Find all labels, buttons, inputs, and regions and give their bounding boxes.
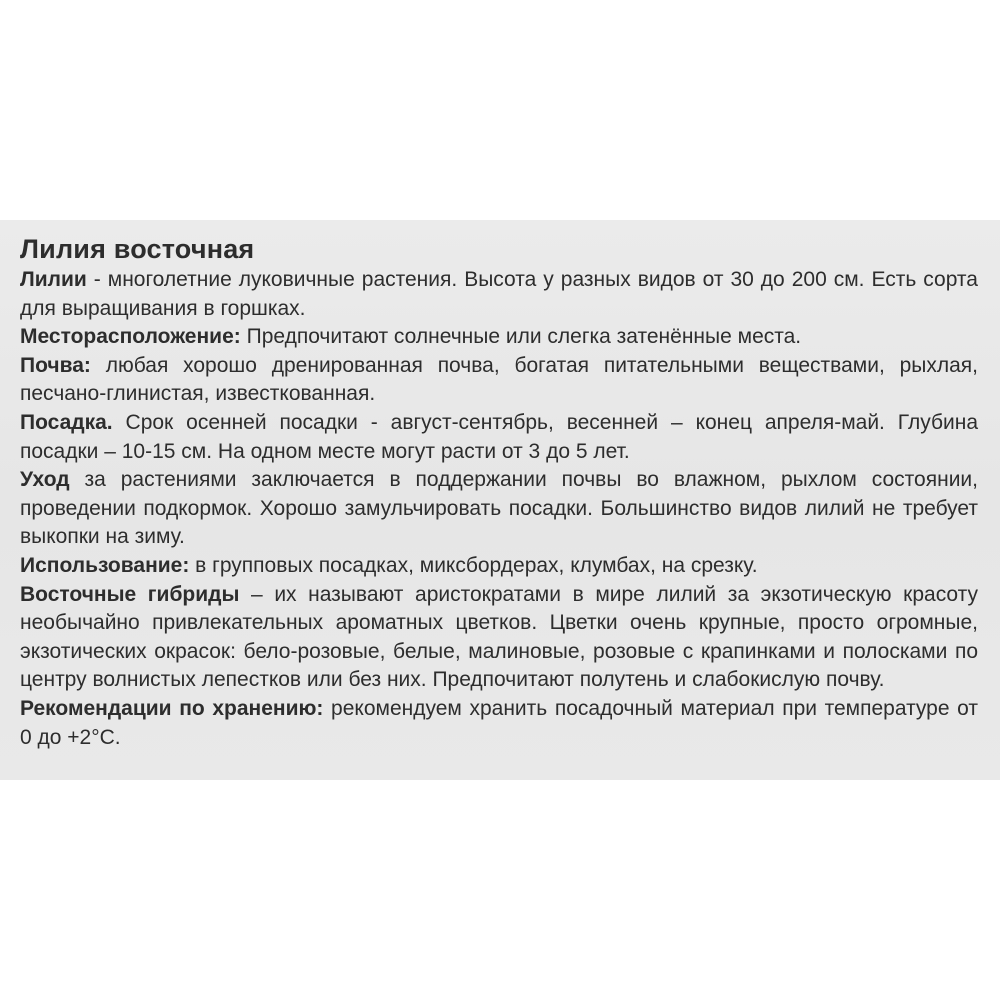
paragraph-oriental-hybrids	[20, 581, 978, 695]
paragraph-soil	[20, 352, 978, 409]
paragraph-lilies	[20, 266, 978, 323]
product-label-card	[0, 220, 1000, 780]
text-planting: Срок осенней посадки - август-сентябрь, весенней – конец апреля-май. Глубина посадки – 10-15 см. На одном месте могут расти от 3 до 5 лет.	[20, 410, 978, 463]
text-storage: рекомендуем хранить посадочный материал при температуре от 0 до +2°С.	[20, 696, 978, 749]
lead-usage: Использование:	[20, 553, 190, 577]
text-location: Предпочитают солнечные или слегка затенённые места.	[240, 325, 802, 349]
lead-planting: Посадка.	[20, 410, 113, 434]
paragraph-location	[20, 323, 978, 352]
lead-storage: Рекомендации по хранению:	[20, 696, 324, 720]
lead-soil: Почва:	[20, 353, 91, 377]
paragraph-usage	[20, 552, 978, 581]
lead-care: Уход	[20, 468, 70, 492]
lead-lilies: Лилии	[20, 268, 87, 291]
text-care: за растениями заключается в поддержании почвы во влажном, рыхлом состоянии, проведении подкормок. Хорошо замульчировать посадки. Большинство видов лилий не требует выкопки на зиму.	[20, 468, 978, 549]
text-soil: любая хорошо дренированная почва, богатая питательными веществами, рыхлая, песчано-глинистая, известкованная.	[20, 353, 978, 406]
text-usage: в групповых посадках, миксбордерах, клумбах, на срезку.	[189, 553, 758, 577]
paragraph-storage	[20, 695, 978, 752]
text-oriental-hybrids: – их называют аристократами в мире лилий за экзотическую красоту необычайно привлекательных ароматных цветков. Цветки очень крупные, просто огромные, экзотических окрасок: бело-розовые, белые, малиновые, розовые с крапинками и полосками по центру волнистых лепестков или без них. Предпочитают полутень и слабокислую почву.	[20, 582, 979, 692]
lead-oriental-hybrids: Восточные гибриды	[20, 582, 240, 606]
lead-location: Месторасположение:	[20, 325, 241, 349]
text-lilies: - многолетние луковичные растения. Высота у разных видов от 30 до 200 см. Есть сорта для выращивания в горшках.	[20, 268, 978, 320]
label-title: Лилия восточная	[20, 234, 255, 264]
paragraph-care	[20, 466, 978, 552]
paragraph-planting	[20, 409, 978, 466]
